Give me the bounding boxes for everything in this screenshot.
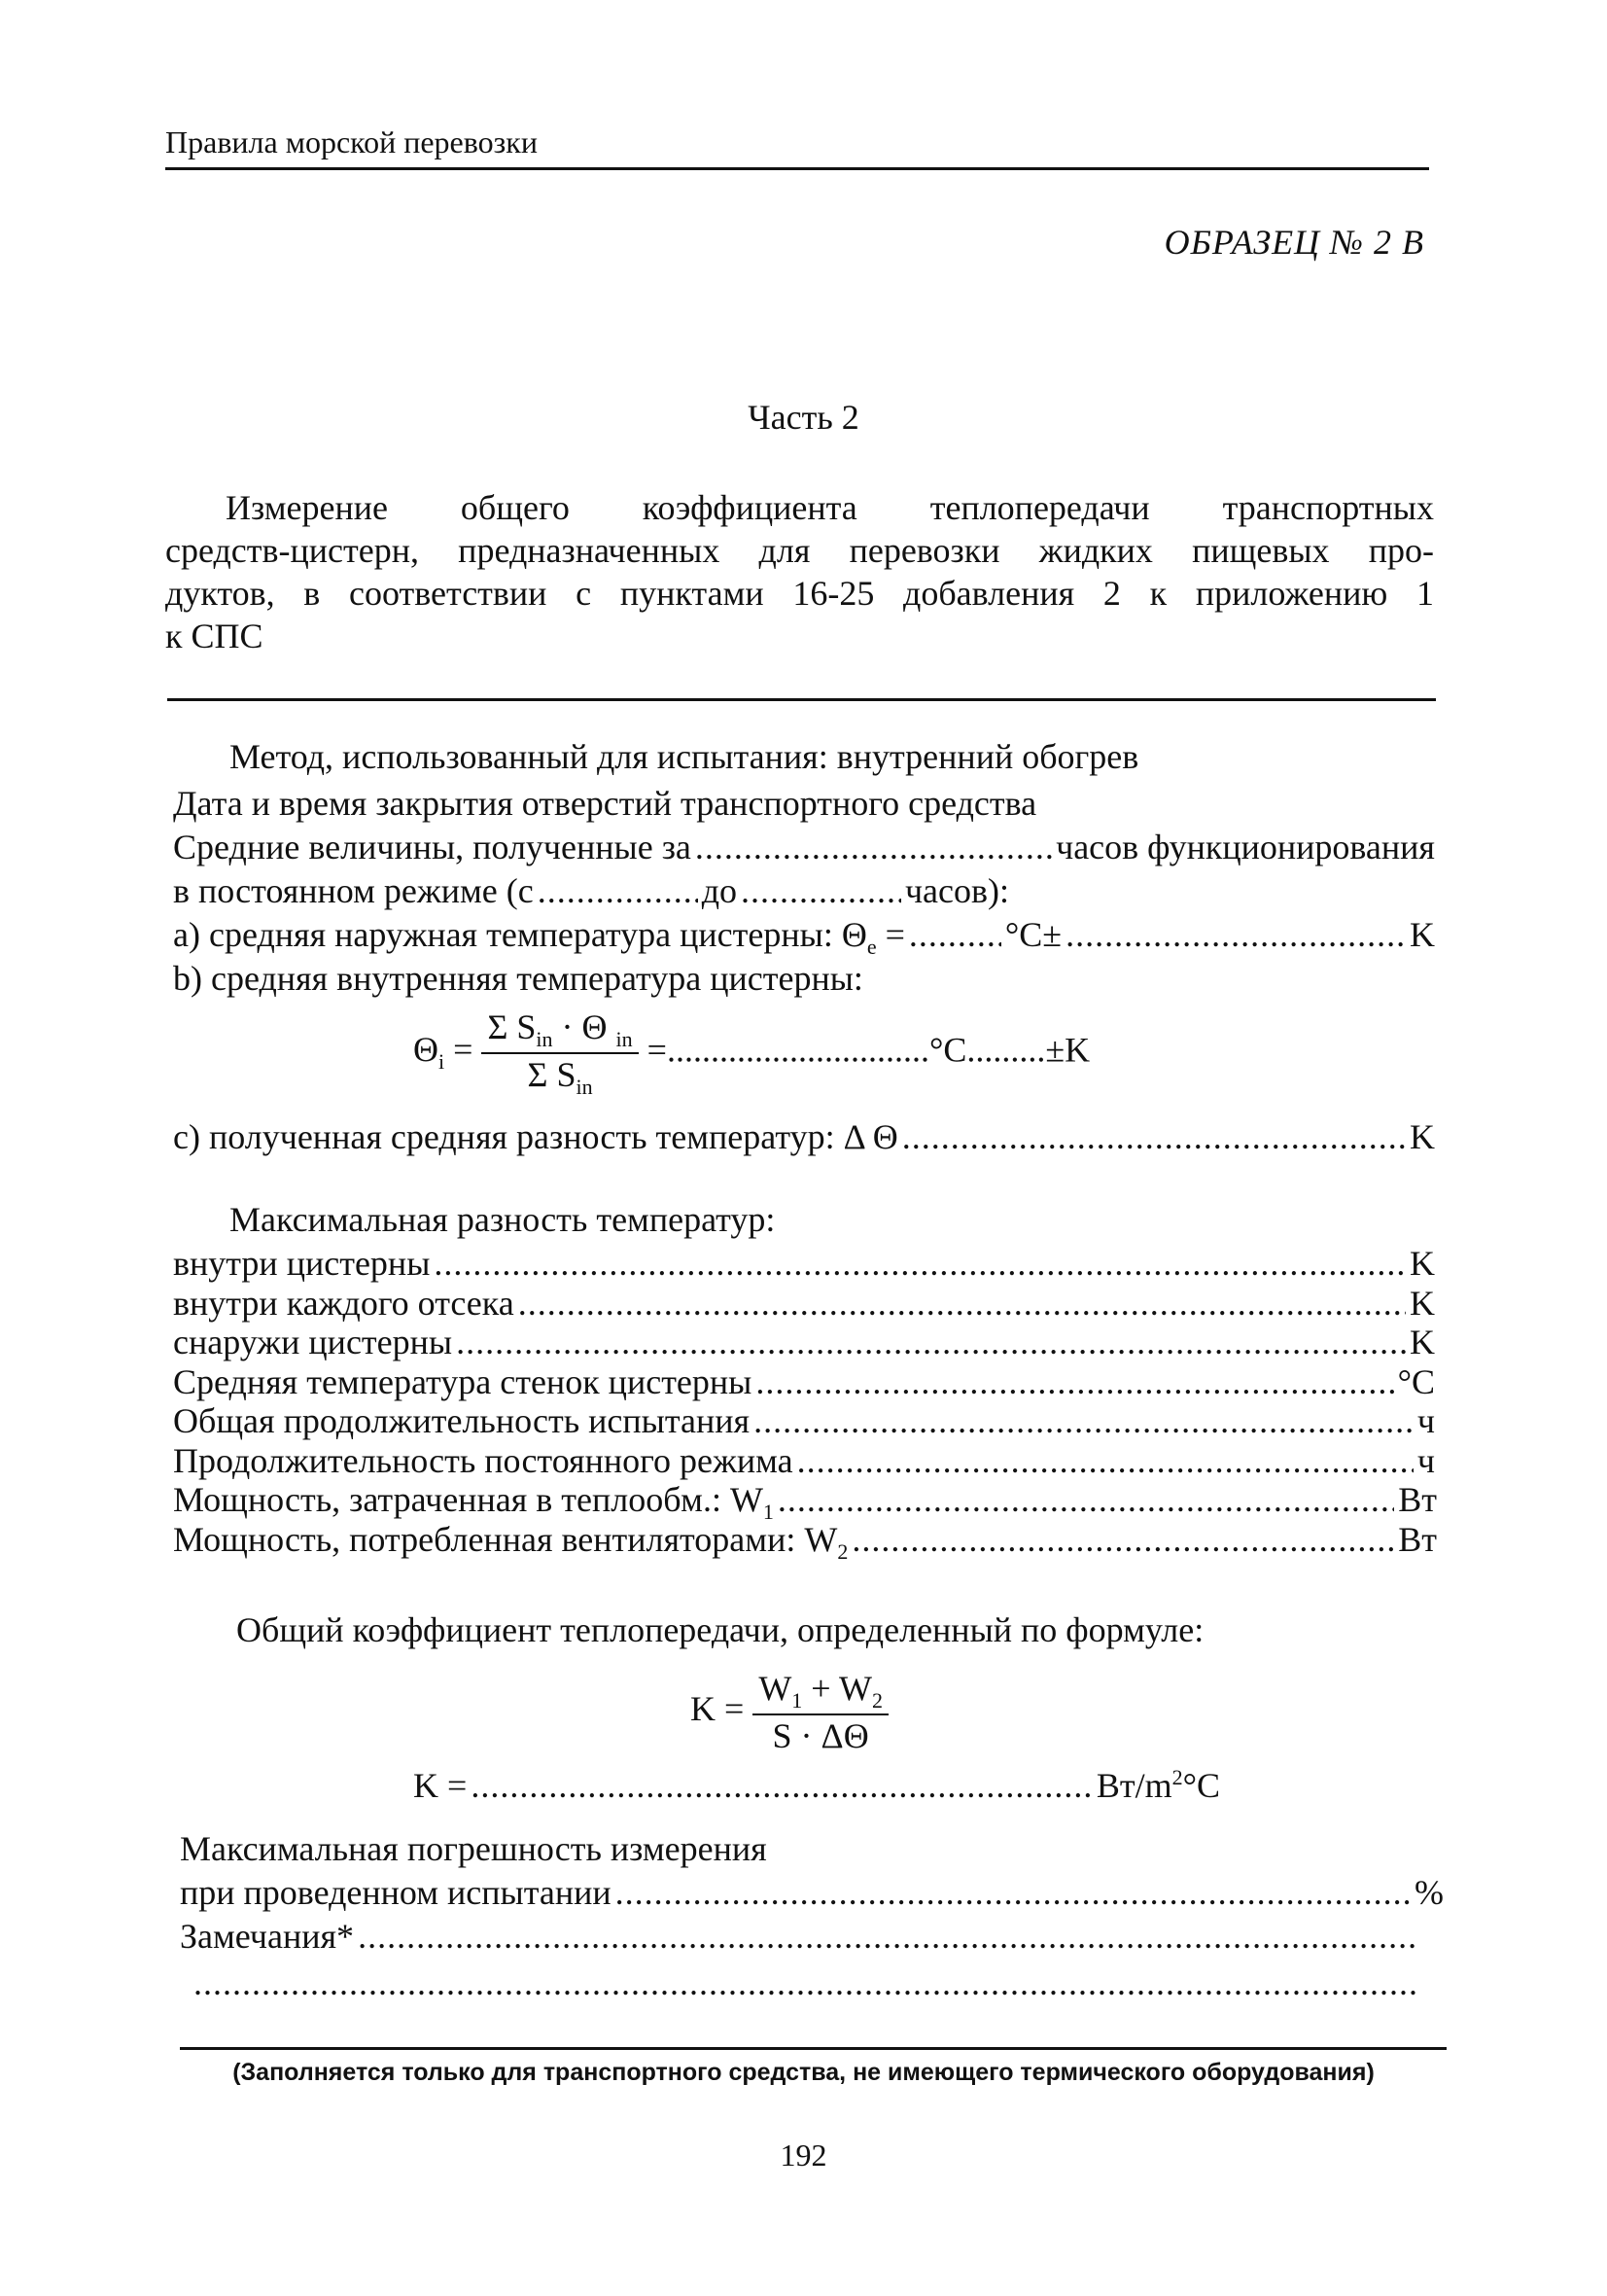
max-diff-title: Максимальная разность температур:: [229, 1200, 776, 1239]
item-b-line: b) средняя внутренняя температура цистерны:: [173, 959, 863, 998]
k-result-unit: $Вт/m^2^\circ C$: [1096, 1765, 1220, 1805]
theta-i-eq: =: [646, 1030, 667, 1070]
sample-id: ОБРАЗЕЦ № 2 B: [1164, 223, 1424, 262]
item-a-unit: K: [1410, 915, 1435, 954]
method-title: Метод, использованный для испытания: внутренний обогрев: [229, 737, 1139, 776]
avg-hours-blank: [695, 827, 1052, 867]
header-rule: [165, 167, 1429, 170]
max-diff-row-blank: [753, 1400, 1414, 1441]
closing-time-line: Дата и время закрытия отверстий транспортного средства: [173, 784, 1037, 823]
k-fraction: [752, 1668, 889, 1756]
k-result-blank: [471, 1765, 1093, 1806]
remarks-blank-2: [193, 1962, 1415, 2003]
theta-i-fraction: [481, 1007, 638, 1100]
max-diff-row: [173, 1400, 1435, 1441]
steady-prefix: в постоянном режиме (с: [173, 871, 534, 910]
theta-i-unit1: °C: [928, 1030, 967, 1070]
item-a-kelvin-blank: [1066, 914, 1406, 955]
error-line-2-label: при проведенном испытании: [180, 1873, 611, 1912]
intro-line-2: средств-цистерн, предназначенных для перевозки жидких пищевых про-: [165, 531, 1434, 570]
max-diff-row: [173, 1243, 1435, 1284]
max-diff-row: [173, 1322, 1435, 1362]
k-result-prefix: K =: [413, 1766, 468, 1805]
max-diff-row: [173, 1283, 1435, 1324]
max-diff-row-label: Мощность, потребленная вентиляторами: $W_2$: [173, 1519, 849, 1564]
max-diff-row-blank: [852, 1519, 1394, 1560]
max-diff-row-unit: Вт: [1398, 1480, 1437, 1519]
intro-line-3: дуктов, в соответствии с пунктами 16-25 добавления 2 к приложению 1: [165, 574, 1434, 613]
remarks-blank: [358, 1916, 1415, 1957]
theta-i-unit2: ±K: [1045, 1030, 1091, 1070]
max-diff-row-unit: °C: [1397, 1361, 1435, 1401]
error-unit: %: [1415, 1873, 1444, 1912]
max-diff-row-blank: [518, 1283, 1406, 1324]
max-diff-row: [173, 1519, 1437, 1565]
steady-mode-line: [173, 870, 1009, 911]
footnote-rule: [180, 2047, 1447, 2050]
steady-to-blank: [741, 870, 901, 911]
running-head: Правила морской перевозки: [165, 124, 538, 159]
max-diff-row-label: Продолжительность постоянного режима: [173, 1440, 793, 1480]
max-diff-row: [173, 1361, 1435, 1402]
item-c-blank: [902, 1116, 1406, 1157]
max-diff-row-label: Общая продолжительность испытания: [173, 1401, 751, 1440]
steady-from-blank: [538, 870, 698, 911]
section-rule: [167, 698, 1436, 701]
avg-suffix: часов функционирования: [1056, 828, 1435, 866]
max-diff-row-unit: Вт: [1398, 1519, 1437, 1559]
item-c-line: [173, 1116, 1435, 1157]
theta-i-value-blank: ..............................: [666, 1030, 929, 1070]
coefficient-title: Общий коэффициент теплопередачи, определенный по формуле:: [236, 1610, 1205, 1649]
max-diff-row-blank: [797, 1440, 1414, 1481]
item-a-line: [173, 914, 1435, 960]
error-line-1: Максимальная погрешность измерения: [180, 1829, 767, 1868]
error-line-2: [180, 1872, 1444, 1913]
theta-i-formula: [413, 1007, 1090, 1100]
k-numerator: $W_1 + W_2$: [758, 1669, 883, 1713]
intro-line-1: Измерение общего коэффициента теплопередачи транспортных: [226, 488, 1434, 527]
theta-i-lhs: $\Theta_i$ =: [413, 1030, 473, 1075]
max-diff-row-blank: [778, 1479, 1394, 1520]
footnote: (Заполняется только для транспортного средства, не имеющего термического оборудования): [232, 2059, 1375, 2086]
page-number: 192: [780, 2137, 827, 2172]
k-denominator: S · ΔΘ: [772, 1716, 869, 1756]
max-diff-row-label: внутри цистерны: [173, 1244, 431, 1283]
remarks-continuation: [190, 1962, 1419, 2003]
max-diff-row-label: Средняя температура стенок цистерны: [173, 1361, 752, 1401]
k-result-line: [413, 1765, 1220, 1806]
max-diff-row: [173, 1440, 1435, 1481]
max-diff-row-blank: [434, 1243, 1406, 1284]
item-a-mid: °C±: [1004, 915, 1063, 954]
theta-i-numerator: Σ $S_{in} \cdot \Theta$ $_{in}$: [487, 1007, 633, 1052]
avg-values-line: [173, 827, 1435, 867]
remarks-line: [180, 1916, 1419, 1957]
item-a-celsius-blank: [909, 914, 1001, 955]
theta-i-denominator: Σ $S_{in}$: [527, 1055, 593, 1100]
max-diff-row-label: снаружи цистерны: [173, 1323, 453, 1361]
max-diff-row-blank: [456, 1322, 1406, 1362]
max-diff-row-unit: ч: [1416, 1440, 1435, 1480]
max-diff-row-unit: K: [1410, 1244, 1435, 1283]
item-a-label: a) средняя наружная температура цистерны: $\Theta_e$ =: [173, 915, 905, 960]
intro-paragraph: [165, 486, 1434, 657]
steady-mid: до: [701, 871, 738, 910]
item-c-label: c) полученная средняя разность температур: Δ Θ: [173, 1117, 898, 1156]
remarks-label: Замечания*: [180, 1917, 355, 1956]
theta-i-unit-blank: .........: [966, 1030, 1046, 1070]
item-c-unit: K: [1410, 1117, 1435, 1156]
max-diff-row-unit: ч: [1416, 1401, 1435, 1440]
k-formula: [690, 1668, 889, 1756]
max-diff-row-label: внутри каждого отсека: [173, 1283, 514, 1323]
max-diff-row-blank: [755, 1361, 1393, 1402]
max-diff-row-label: Мощность, затраченная в теплообм.: $W_1$: [173, 1480, 774, 1525]
intro-line-4: к СПС: [165, 617, 263, 655]
avg-prefix: Средние величины, полученные за: [173, 828, 691, 866]
max-diff-row-unit: K: [1410, 1323, 1435, 1361]
k-formula-lhs: K =: [690, 1688, 745, 1728]
error-blank: [615, 1872, 1411, 1913]
steady-suffix: часов):: [904, 871, 1010, 910]
max-diff-row-unit: K: [1410, 1283, 1435, 1323]
part-title: Часть 2: [748, 398, 859, 437]
